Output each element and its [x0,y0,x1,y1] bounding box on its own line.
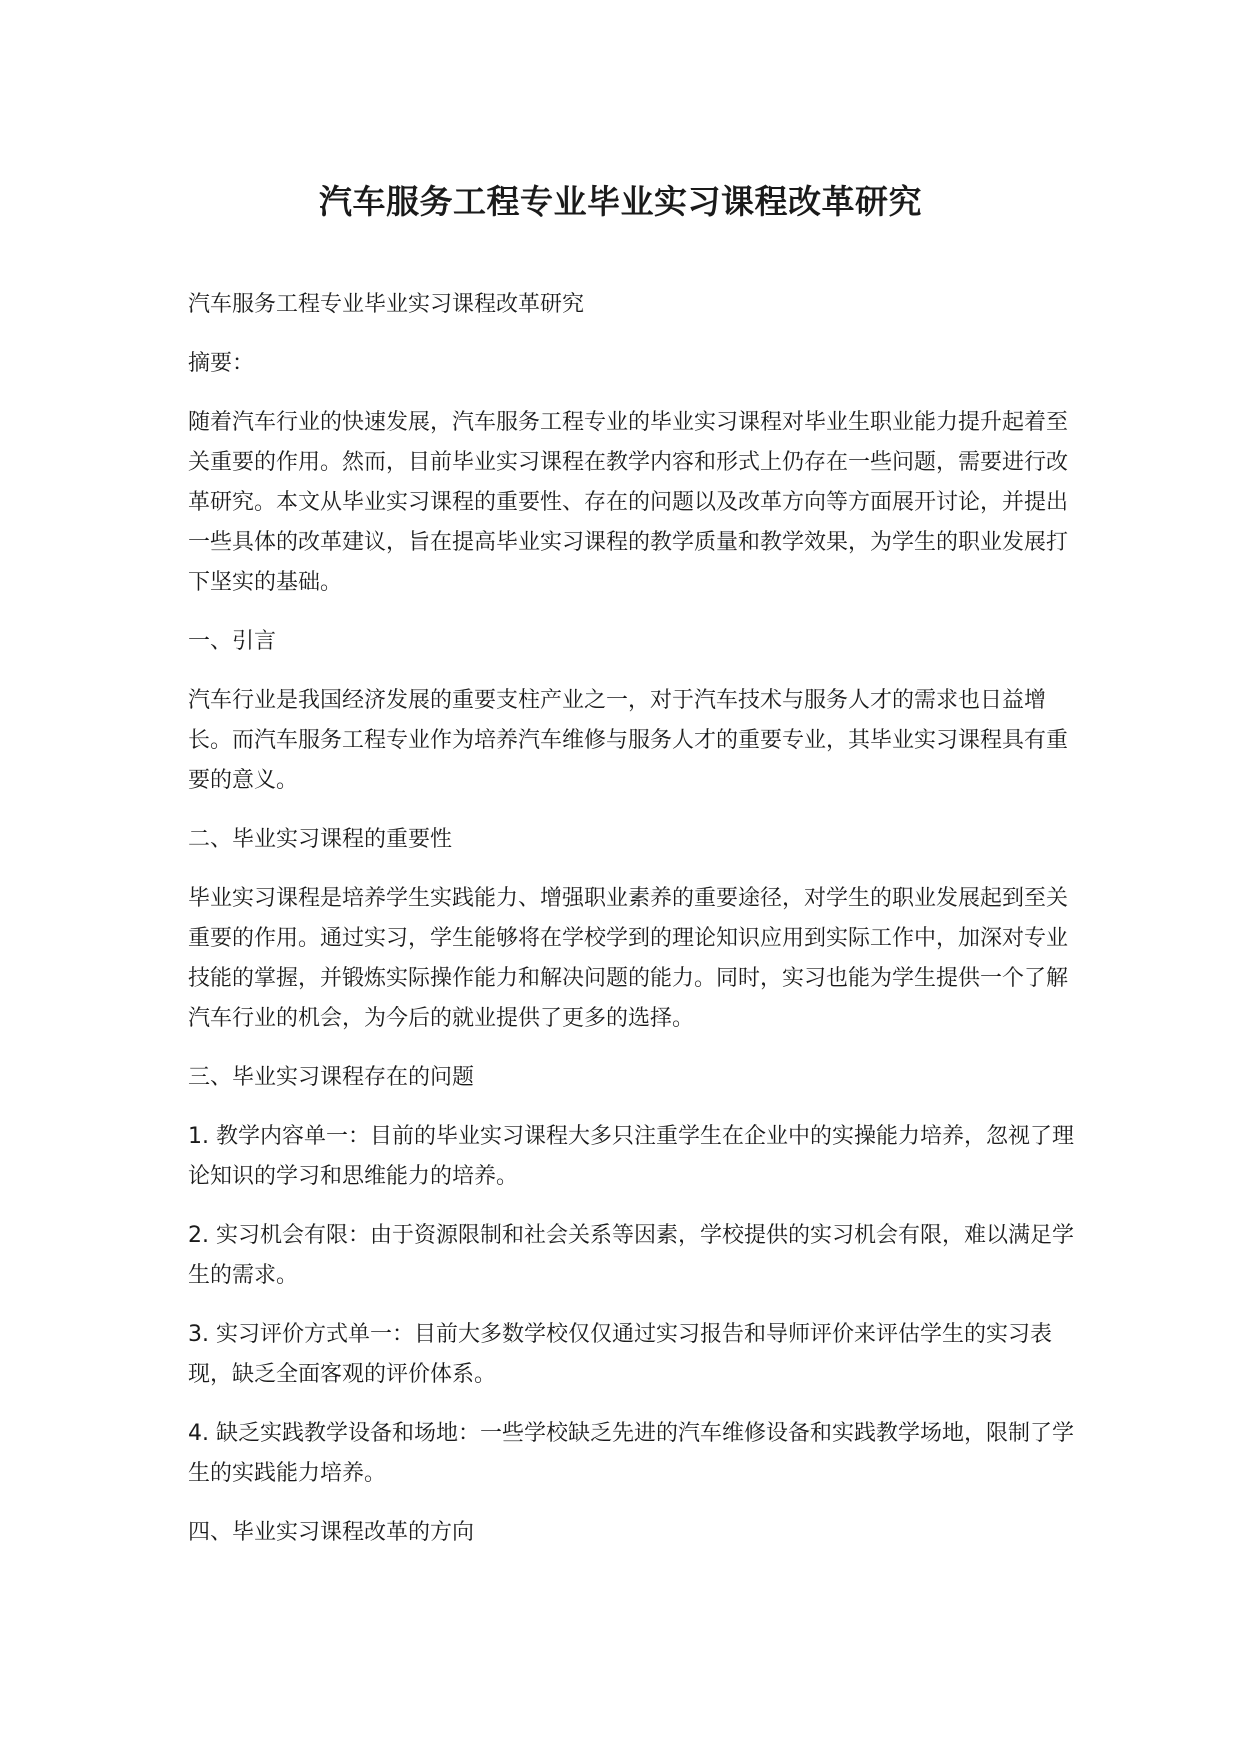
list-item: 2. 实习机会有限：由于资源限制和社会关系等因素，学校提供的实习机会有限，难以满足学生的需求。 [188,1223,1074,1288]
list-item: 1. 教学内容单一：目前的毕业实习课程大多只注重学生在企业中的实操能力培养，忽视了理论知识的学习和思维能力的培养。 [188,1124,1074,1189]
section-heading-importance: 二、毕业实习课程的重要性 [188,827,453,852]
section-text-importance: 毕业实习课程是培养学生实践能力、增强职业素养的重要途径，对学生的职业发展起到至关重要的作用。通过实习，学生能够将在学校学到的理论知识应用到实际工作中，加深对专业技能的掌握，并锻炼实际操作能力和解决问题的能力。同时，实习也能为学生提供一个了解汽车行业的机会，为今后的就业提供了更多的选择。 [188,886,1069,1031]
section-heading-intro: 一、引言 [188,629,277,654]
list-item: 3. 实习评价方式单一：目前大多数学校仅仅通过实习报告和导师评价来评估学生的实习表现，缺乏全面客观的评价体系。 [188,1322,1052,1387]
document-title: 汽车服务工程专业毕业实习课程改革研究 [319,182,922,221]
abstract-label: 摘要： [188,351,255,376]
problems-list [188,1117,1088,1494]
document-subtitle: 汽车服务工程专业毕业实习课程改革研究 [188,292,585,317]
abstract-text: 随着汽车行业的快速发展，汽车服务工程专业的毕业实习课程对毕业生职业能力提升起着至关重要的作用。然而，目前毕业实习课程在教学内容和形式上仍存在一些问题，需要进行改革研究。本文从毕业实习课程的重要性、存在的问题以及改革方向等方面展开讨论，并提出一些具体的改革建议，旨在提高毕业实习课程的教学质量和教学效果，为学生的职业发展打下坚实的基础。 [188,410,1069,595]
section-heading-problems: 三、毕业实习课程存在的问题 [188,1065,475,1090]
list-item: 4. 缺乏实践教学设备和场地：一些学校缺乏先进的汽车维修设备和实践教学场地，限制了学生的实践能力培养。 [188,1421,1074,1486]
section-text-intro: 汽车行业是我国经济发展的重要支柱产业之一，对于汽车技术与服务人才的需求也日益增长。而汽车服务工程专业作为培养汽车维修与服务人才的重要专业，其毕业实习课程具有重要的意义。 [188,688,1069,793]
section-heading-reform: 四、毕业实习课程改革的方向 [188,1520,475,1545]
document-body [188,285,1088,1572]
